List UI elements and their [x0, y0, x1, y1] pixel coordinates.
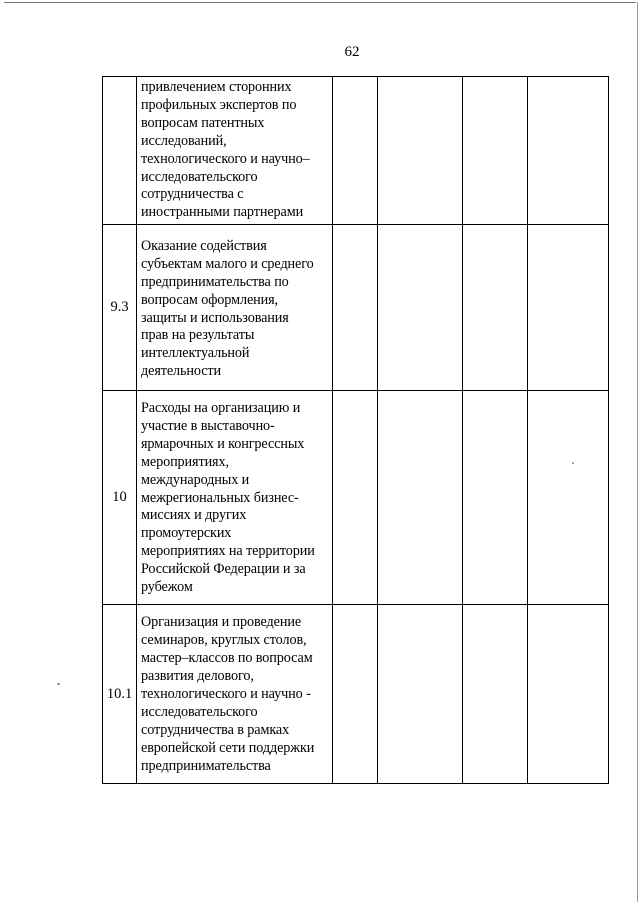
- empty-cell: [333, 391, 378, 605]
- empty-cell: [333, 77, 378, 225]
- row-description: привлечением сторонних профильных экспертов по вопросам патентных исследований, технологического и научно– исследовательского сотрудничества с иностранными партнерами: [141, 79, 310, 221]
- empty-cell: [463, 605, 528, 784]
- scan-speck: [57, 683, 60, 685]
- scan-border-top: [4, 2, 636, 3]
- row-number-cell: 10: [103, 391, 137, 605]
- empty-cell: [528, 77, 609, 225]
- row-description-cell: [137, 77, 333, 225]
- table-row: [103, 605, 609, 784]
- row-description-cell: [137, 225, 333, 391]
- table-row: [103, 225, 609, 391]
- row-description: Оказание содействия субъектам малого и среднего предпринимательства по вопросам оформления, защиты и использования прав на результаты интеллектуальной деятельности: [141, 237, 314, 380]
- row-description-cell: [137, 605, 333, 784]
- empty-cell: [378, 605, 463, 784]
- empty-cell: [463, 391, 528, 605]
- scan-border-right: [637, 2, 638, 902]
- row-description-cell: [137, 391, 333, 605]
- row-description: Организация и проведение семинаров, круглых столов, мастер–классов по вопросам развития делового, технологического и научно - исследовательского сотрудничества в рамках европейской сети поддержки предпринимательства: [141, 614, 315, 774]
- row-number-cell: 9.3: [103, 225, 137, 391]
- empty-cell: [333, 605, 378, 784]
- empty-cell: [463, 77, 528, 225]
- empty-cell: [333, 225, 378, 391]
- page-number: 62: [344, 44, 360, 60]
- table-row: [103, 391, 609, 605]
- empty-cell: [528, 225, 609, 391]
- empty-cell: [528, 605, 609, 784]
- empty-cell: [378, 225, 463, 391]
- scan-speck: [572, 462, 574, 464]
- row-number-cell: [103, 77, 137, 225]
- empty-cell: [528, 391, 609, 605]
- empty-cell: [378, 77, 463, 225]
- row-description: Расходы на организацию и участие в выставочно- ярмарочных и конгрессных мероприятиях, международных и межрегиональных бизнес- миссиях и других промоутерских мероприятиях на территории Российской Федерации и за рубежом: [141, 400, 315, 596]
- empty-cell: [463, 225, 528, 391]
- document-table: [102, 76, 609, 784]
- row-number-cell: 10.1: [103, 605, 137, 784]
- empty-cell: [378, 391, 463, 605]
- table-row: [103, 77, 609, 225]
